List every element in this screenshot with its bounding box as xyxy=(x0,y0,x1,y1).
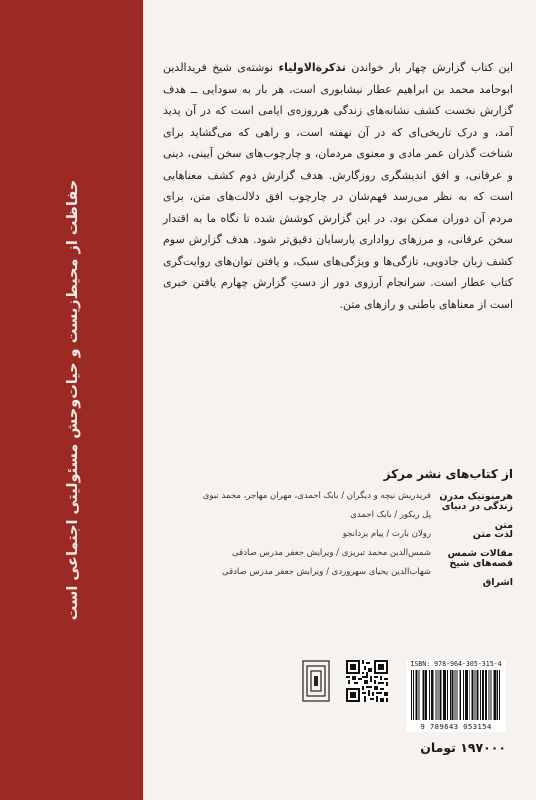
book-title: لذت متن xyxy=(472,529,513,540)
qr-code-icon xyxy=(346,660,388,702)
book-title: هرمنوتیک مدرن xyxy=(439,491,513,502)
barcode-bars-icon xyxy=(411,670,501,720)
list-item xyxy=(163,525,513,544)
spine-slogan: حفاظت از محیط‌زیست و حیات‌وحش مسئولیتی اجتماعی است xyxy=(65,179,81,621)
publisher-list-title: از کتاب‌های نشر مرکز xyxy=(383,467,513,481)
book-authors: رولان بارت / پیام یزدانجو xyxy=(342,529,431,539)
book-authors: شمس‌الدین محمد تبریزی / ویرایش جعفر مدرس صادقی xyxy=(232,548,431,558)
blurb-book-title: تذکرة‌الاولیاء xyxy=(278,61,346,74)
book-authors: پل ریکور / بابک احمدی xyxy=(350,510,431,520)
publisher-book-list xyxy=(163,487,513,588)
list-item xyxy=(163,500,513,531)
list-item xyxy=(163,557,513,588)
price: ۱۹۷۰۰۰ تومان xyxy=(420,740,506,755)
book-title: قصه‌های شیخ اشراق xyxy=(449,557,513,588)
blurb-part-1: این کتاب گزارش چهار بار خواندن xyxy=(345,61,513,74)
nashr-markaz-logo-icon xyxy=(302,660,330,702)
blurb-part-2: نوشته‌ی شیخ فریدالدین ابوحامد محمد بن ابراهیم عطار نیشابوری است، هر بار به سودایی ــ هدف گزارش نخست کشف نشانه‌های زندگی هرروزه‌ی ایامی است که در آن پدید آمد، و درک تاریخی‌ای که در آن نهفته است، و راهی که می‌گشاید برای شناخت گذران عمر مادی و معنوی مردمان، و چارچوب‌های سخن آیینی، دینی و عرفانی، و افق اندیشگری روزگارش. هدف گزارش دوم کشف معناهایی است که به نظر می‌رسد فهم‌شان در چارچوب افق دلالت‌های متن، برای مردم آن دوران ممکن بود. در این گزارش کوشش شده تا نگاه ما به اقتدار سخن عرفانی، و مرزهای رواداری پارسایان دقیق‌تر شود. هدف گزارش سوم کشف زبان جادویی، تازگی‌ها و ویژگی‌های سبک، و یافتن توان‌های روایت‌گری کتاب عطار است. سرانجام آرزوی دور از دستِ گزارش چهارم یافتن خبری است از معناهای باطنی و رازهای متن. xyxy=(163,61,513,311)
book-spine xyxy=(0,0,143,800)
book-title: زندگی در دنیای متن xyxy=(441,500,513,531)
barcode-digits: 9 789643 053154 xyxy=(420,722,492,731)
barcode xyxy=(406,660,506,732)
book-authors: فریدریش نیچه و دیگران / بابک احمدی، مهران مهاجر، محمد نبوی xyxy=(202,491,431,501)
back-cover-content xyxy=(163,0,513,800)
blurb-paragraph xyxy=(163,57,513,315)
book-authors: شهاب‌الدین یحیای سهروردی / ویرایش جعفر مدرس صادقی xyxy=(221,567,431,577)
book-title: مقالات شمس xyxy=(447,548,513,559)
isbn-number: ISBN: 978-964-305-315-4 xyxy=(410,660,502,668)
